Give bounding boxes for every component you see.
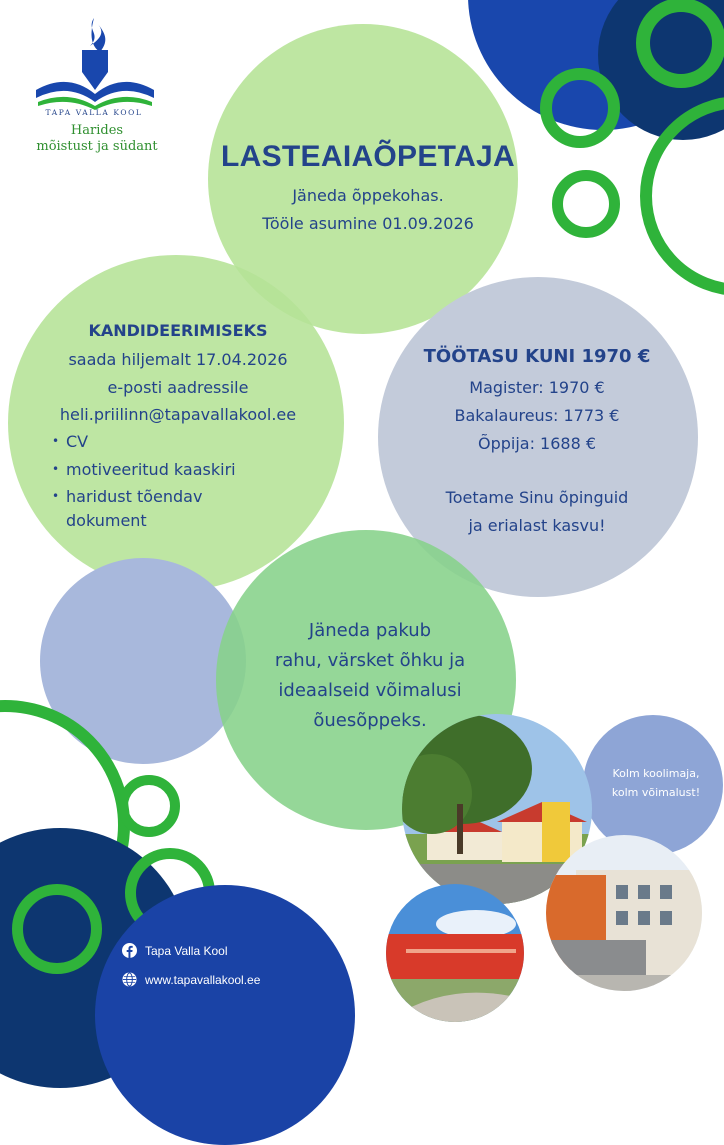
janeda-line2: rahu, värsket õhku ja <box>274 650 466 671</box>
website-link[interactable] <box>122 972 260 987</box>
footer-blue-circle <box>95 885 355 1145</box>
facebook-icon <box>122 943 137 958</box>
logo-slogan-line2: mõistust ja südant <box>36 139 158 154</box>
list-item-continuation: dokument <box>66 511 147 530</box>
logo-school-name: TAPA VALLA KOOL <box>45 108 143 117</box>
list-item: • motiveeritud kaaskiri <box>52 456 332 484</box>
logo-slogan-line1: Harides <box>70 123 124 138</box>
deco-ring-bottom-over <box>12 884 102 974</box>
janeda-line4: õuesõppeks. <box>313 710 427 731</box>
apply-email-link[interactable]: heli.priilinn@tapavallakool.ee <box>59 405 297 424</box>
support-line1: Toetame Sinu õpinguid <box>445 488 629 507</box>
website-label: www.tapavallakool.ee <box>145 972 261 987</box>
janeda-line3: ideaalseid võimalusi <box>278 680 462 701</box>
facebook-link[interactable] <box>122 943 228 958</box>
globe-icon <box>122 972 137 987</box>
deco-ring-mid-left <box>552 170 620 238</box>
facebook-label: Tapa Valla Kool <box>145 943 228 958</box>
deco-ring-top <box>636 0 724 88</box>
salary-title: TÖÖTASU KUNI 1970 € <box>423 346 651 367</box>
salary-line-bakalaureus: Bakalaureus: 1773 € <box>454 406 620 425</box>
page-title: LASTEAIAÕPETAJA <box>221 140 515 173</box>
apply-title: KANDIDEERIMISEKS <box>88 321 268 340</box>
salary-line-oppija: Õppija: 1688 € <box>477 434 597 453</box>
campus-line1: Kolm koolimaja, <box>612 767 700 780</box>
school-photo-2 <box>546 835 702 991</box>
apply-email-label: e-posti aadressile <box>107 378 249 397</box>
janeda-line1: Jäneda pakub <box>308 620 432 641</box>
school-photo-3 <box>386 884 524 1022</box>
logo-book-icon <box>28 10 163 110</box>
salary-line-magister: Magister: 1970 € <box>469 378 605 397</box>
location-text: Jäneda õppekohas. <box>292 186 444 205</box>
deco-ring-top-left <box>540 68 620 148</box>
list-item: • haridust tõendav <box>52 483 332 511</box>
list-item: • CV <box>52 428 332 456</box>
logo-slogan <box>22 123 172 155</box>
apply-deadline: saada hiljemalt 17.04.2026 <box>68 350 288 369</box>
deco-ring-bottom-left-small <box>118 775 180 837</box>
support-line2: ja erialast kasvu! <box>468 516 606 535</box>
campus-line2: kolm võimalust! <box>611 786 701 799</box>
start-date-text: Tööle asumine 01.09.2026 <box>262 214 474 233</box>
documents-list <box>52 428 332 511</box>
